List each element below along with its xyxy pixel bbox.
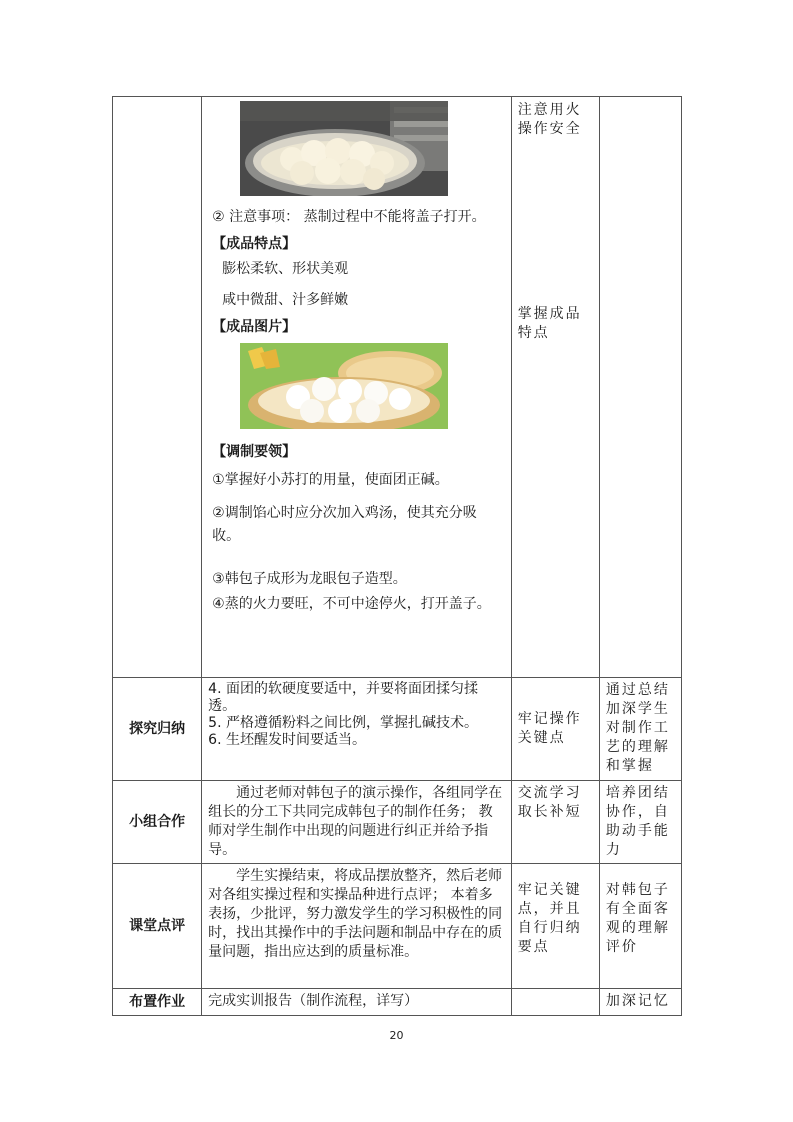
tip-1: ①掌握好小苏打的用量，使面团正碱。 [212,472,449,488]
lesson-plan-table [112,96,682,1016]
feature-1: 膨松柔软、形状美观 [222,261,349,277]
review-text: 学生实操结束，将成品摆放整齐，然后老师对各组实操过程和实操品种进行点评； 本着多表扬，少批评，努力激发学生的学习积极性的同时，找出其操作中的手法问题和制品中存在的质量问题，指出应达到的质量标准。 [208,868,503,960]
summary-item-2: 5. 严格遵循粉料之间比例，掌握扎碱技术。 [208,715,478,731]
method-content-cell [202,97,512,678]
homework-student-cell [511,989,599,1016]
group-student: 交流学习取长补短 [517,785,582,820]
review-purpose: 对韩包子有全面客观的理解评价 [605,882,670,955]
tip-4: ④蒸的火力要旺，不可中途停火，打开盖子。 [212,596,491,612]
features-heading: 【成品特点】 [212,236,297,252]
review-row [113,864,682,989]
group-row [113,781,682,864]
summary-content-cell [202,678,512,781]
review-content-cell [202,864,512,989]
homework-row [113,989,682,1016]
group-text: 通过老师对韩包子的演示操作，各组同学在组长的分工下共同完成韩包子的制作任务； 教师对学生制作中出现的问题进行纠正并给予指导。 [208,785,503,858]
summary-row [113,678,682,781]
method-student-cell [511,97,599,678]
homework-purpose: 加深记忆 [605,993,670,1009]
student-note-2: 掌握成品特点 [517,306,582,341]
tips-heading: 【调制要领】 [212,444,297,460]
tip-2: ②调制馅心时应分次加入鸡汤，使其充分吸收。 [212,505,477,544]
feature-2: 咸中微甜、汁多鲜嫩 [222,292,349,308]
summary-purpose: 通过总结加深学生对制作工艺的理解和掌握 [605,682,670,774]
method-purpose-cell [599,97,681,678]
review-label: 课堂点评 [113,864,202,989]
group-purpose-cell [599,781,681,864]
homework-content-cell [202,989,512,1016]
group-student-cell [511,781,599,864]
finished-product-photo [240,343,448,429]
process-note: ② 注意事项： 蒸制过程中不能将盖子打开。 [212,209,486,225]
review-student: 牢记关键点，并且自行归纳要点 [517,882,582,955]
group-purpose: 培养团结协作，自助动手能力 [605,785,670,858]
review-student-cell [511,864,599,989]
group-label: 小组合作 [113,781,202,864]
homework-purpose-cell [599,989,681,1016]
homework-student [512,989,599,995]
method-row [113,97,682,678]
summary-student: 牢记操作关键点 [517,711,582,746]
group-content-cell [202,781,512,864]
summary-purpose-cell [599,678,681,781]
summary-item-3: 6. 生坯醒发时间要适当。 [208,732,366,748]
method-row-label-cell [113,97,202,678]
review-purpose-cell [599,864,681,989]
student-note-1: 注意用火操作安全 [517,102,582,137]
summary-label: 探究归纳 [113,678,202,781]
summary-student-cell [511,678,599,781]
steamer-photo [240,101,448,196]
tip-3: ③韩包子成形为龙眼包子造型。 [212,571,407,587]
homework-text: 完成实训报告（制作流程，详写） [208,993,419,1009]
picture-heading: 【成品图片】 [212,319,297,335]
page-number: 20 [389,1029,404,1042]
summary-item-1: 4. 面团的软硬度要适中，并要将面团揉匀揉透。 [208,681,478,714]
homework-label: 布置作业 [113,989,202,1016]
